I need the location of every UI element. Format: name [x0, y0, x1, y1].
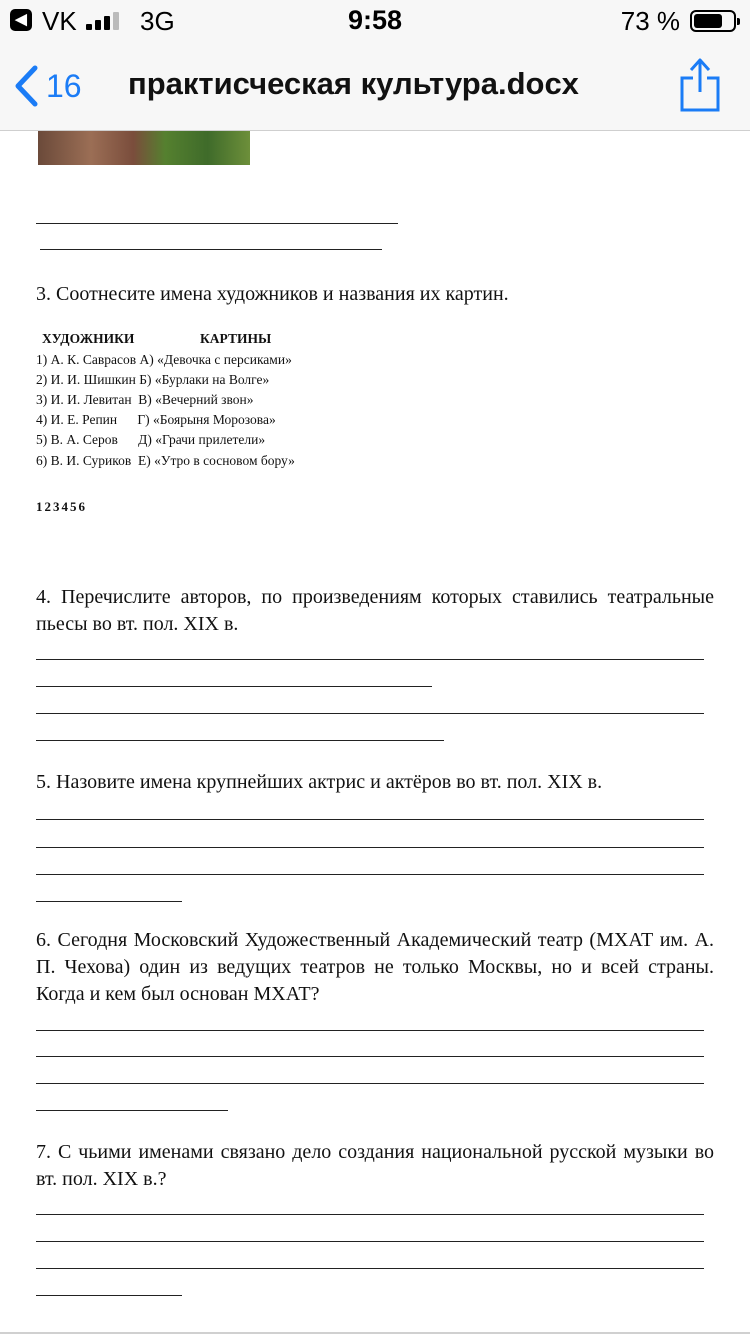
clock: 9:58: [347, 5, 403, 35]
answer-line: [36, 1268, 704, 1269]
back-to-app-icon[interactable]: ◀: [10, 9, 32, 31]
network-type: 3G: [140, 6, 175, 36]
answer-line: [36, 223, 398, 224]
answer-line: [36, 740, 444, 741]
answer-line: [36, 1083, 704, 1084]
back-button-label: 16: [46, 67, 82, 104]
document-image-fragment: [38, 131, 250, 165]
battery-fill: [694, 14, 722, 28]
chevron-left-icon: [14, 65, 38, 107]
question-3: 3. Соотнесите имена художников и названия их картин.: [36, 283, 509, 305]
answer-line: [36, 847, 704, 848]
match-row: 3) И. И. Левитан В) «Вечерний звон»: [36, 392, 254, 407]
share-button[interactable]: [678, 56, 722, 116]
match-row: 6) В. И. Суриков Е) «Утро в сосновом бору»: [36, 453, 295, 468]
answer-line: [36, 901, 182, 902]
answer-line: [36, 1056, 704, 1057]
share-icon: [678, 56, 722, 116]
answer-line: [36, 1214, 704, 1215]
navigation-bar: [0, 42, 750, 131]
answer-line: [36, 1295, 182, 1296]
match-row: 2) И. И. Шишкин Б) «Бурлаки на Волге»: [36, 372, 270, 387]
question-7: 7. С чьими именами связано дело создания национальной русской музыки во вт. пол. XIX в.?: [36, 1141, 714, 1190]
answer-line: [36, 819, 704, 820]
answer-line: [36, 1241, 704, 1242]
column-header-artists: ХУДОЖНИКИ: [42, 331, 135, 346]
answer-sequence: 123456: [36, 499, 87, 514]
document-viewer[interactable]: [0, 131, 750, 1334]
match-row: 5) В. А. Серов Д) «Грачи прилетели»: [36, 432, 266, 447]
answer-line: [36, 874, 704, 875]
status-bar: [0, 0, 750, 42]
back-button[interactable]: [14, 64, 82, 108]
answer-line: [36, 713, 704, 714]
answer-line: [36, 1030, 704, 1031]
answer-line: [36, 659, 704, 660]
match-row: 4) И. Е. Репин Г) «Боярыня Морозова»: [36, 412, 276, 427]
battery-percent: 73 %: [620, 6, 680, 36]
match-row: 1) А. К. Саврасов А) «Девочка с персиками»: [36, 352, 292, 367]
question-5: 5. Назовите имена крупнейших актрис и актёров во вт. пол. XIX в.: [36, 771, 603, 793]
column-header-paintings: КАРТИНЫ: [200, 331, 272, 346]
answer-line: [40, 249, 382, 250]
answer-line: [36, 686, 432, 687]
carrier-name: VK: [42, 6, 77, 36]
document-title: практисческая культура.docx: [128, 66, 579, 101]
battery-icon: [690, 10, 736, 32]
answer-line: [36, 1110, 228, 1111]
question-4: 4. Перечислите авторов, по произведениям которых ставились театральные пьесы во вт. пол. XIX в.: [36, 586, 714, 635]
question-6: 6. Сегодня Московский Художественный Академический театр (МХАТ им. А. П. Чехова) один из ведущих театров не только Москвы, но и всей страны. Когда и кем был основан МХАТ?: [36, 929, 714, 1005]
